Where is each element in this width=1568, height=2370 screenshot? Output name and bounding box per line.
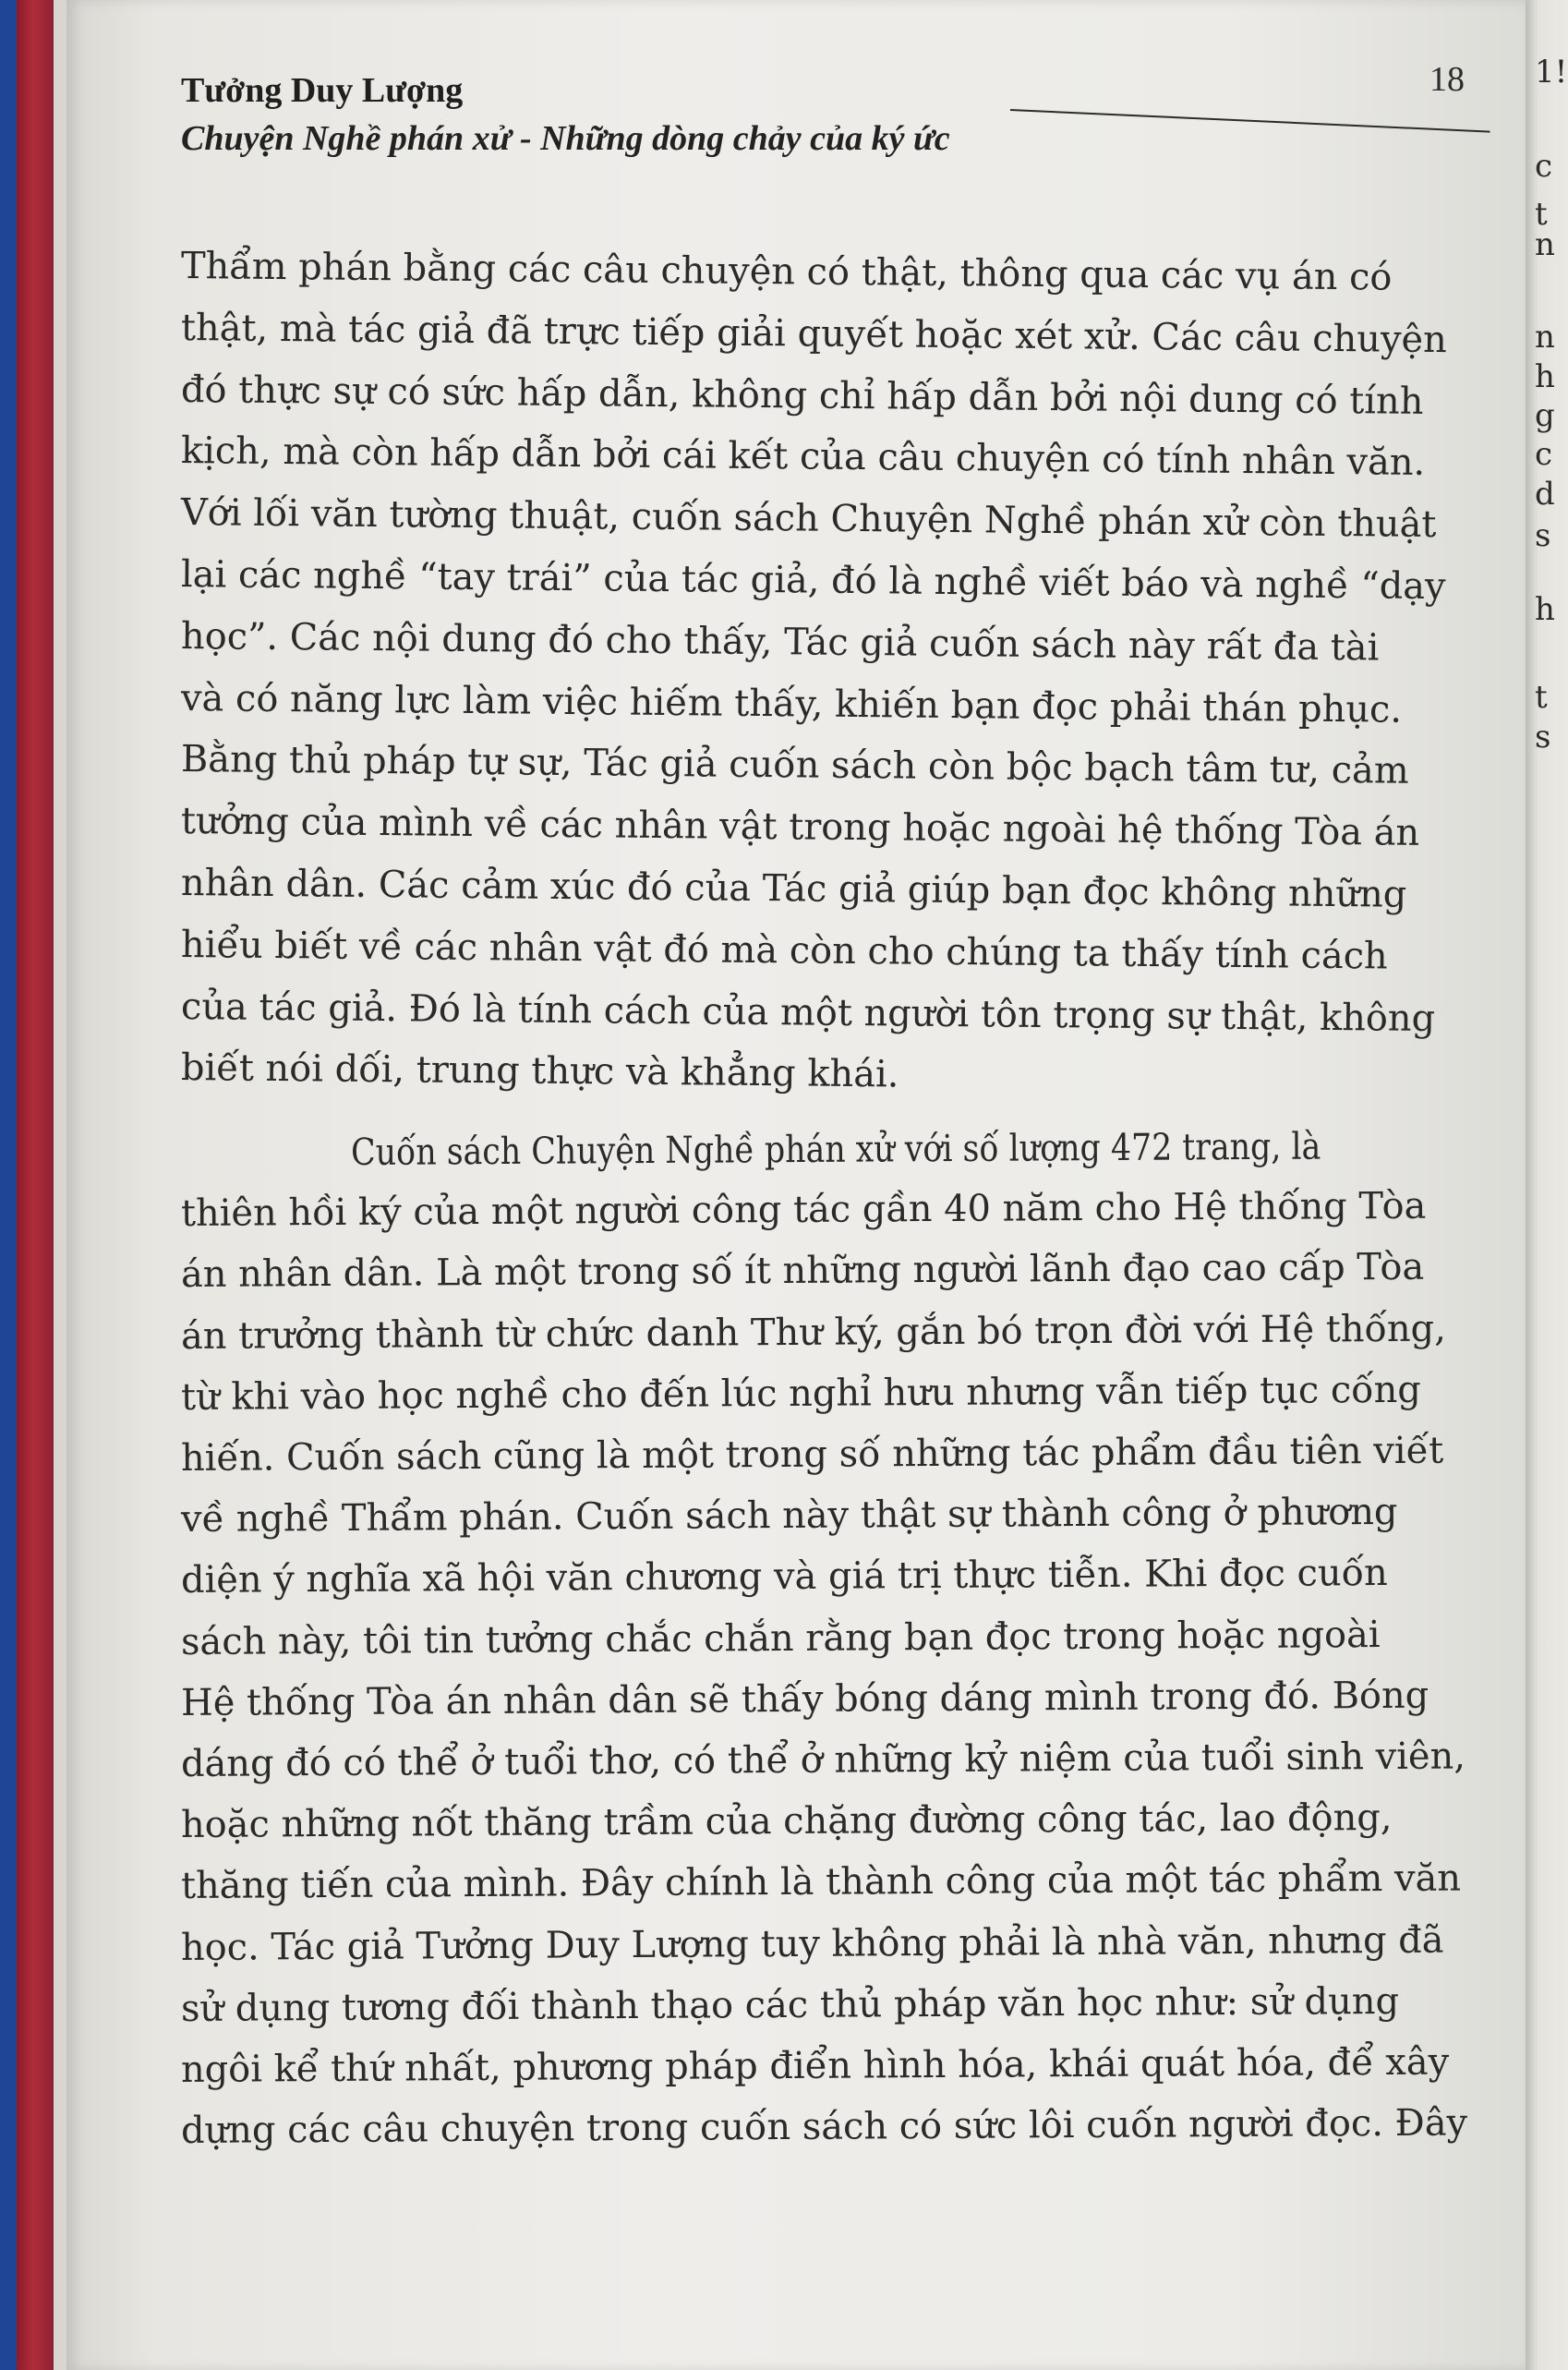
text-line: thiên hồi ký của một người công tác gần 40 năm cho Hệ thống Tòa: [180, 1184, 1427, 1236]
running-header-subtitle: Chuyện Nghề phán xử - Những dòng chảy của ký ức: [181, 119, 950, 158]
text-line: của tác giả. Đó là tính cách của một người tôn trọng sự thật, không: [180, 985, 1436, 1040]
book-edge-blue: [0, 0, 17, 2370]
text-line: diện ý nghĩa xã hội văn chương và giá trị thực tiễn. Khi đọc cuốn: [180, 1552, 1388, 1602]
next-page-fragment: d: [1535, 476, 1555, 513]
next-page-fragment: c: [1535, 436, 1553, 473]
next-page-fragment: n: [1535, 226, 1555, 263]
text-line: sử dụng tương đối thành thạo các thủ pháp văn học như: sử dụng: [180, 1979, 1400, 2030]
text-line: đó thực sự có sức hấp dẫn, không chỉ hấp dẫn bởi nội dung có tính: [180, 368, 1424, 423]
text-line: hoặc những nốt thăng trầm của chặng đường công tác, lao động,: [180, 1796, 1393, 1847]
text-line: Hệ thống Tòa án nhân dân sẽ thấy bóng dáng mình trong đó. Bóng: [180, 1674, 1429, 1724]
next-page-fragment: n: [1535, 319, 1555, 356]
book-edge-red: [17, 0, 54, 2370]
next-page-fragment: 1!: [1535, 54, 1568, 91]
text-line: ngôi kể thứ nhất, phương pháp điển hình hóa, khái quát hóa, để xây: [180, 2040, 1450, 2091]
next-page-fragment: c: [1535, 148, 1553, 185]
text-line: học”. Các nội dung đó cho thấy, Tác giả cuốn sách này rất đa tài: [180, 614, 1380, 670]
text-line: nhân dân. Các cảm xúc đó của Tác giả giúp bạn đọc không những: [180, 862, 1407, 916]
next-page-edge: [1526, 0, 1568, 2370]
text-line: lại các nghề “tay trái” của tác giả, đó là nghề viết báo và nghề “dạy: [180, 553, 1446, 609]
text-line: kịch, mà còn hấp dẫn bởi cái kết của câu chuyện có tính nhân văn.: [180, 429, 1426, 485]
text-line: Thẩm phán bằng các câu chuyện có thật, thông qua các vụ án có: [180, 245, 1393, 299]
text-line: Bằng thủ pháp tự sự, Tác giả cuốn sách còn bộc bạch tâm tư, cảm: [180, 738, 1409, 793]
text-line: thăng tiến của mình. Đây chính là thành công của một tác phẩm văn: [180, 1856, 1462, 1908]
running-header-author: Tưởng Duy Lượng: [181, 71, 464, 110]
text-line: từ khi vào học nghề cho đến lúc nghỉ hưu nhưng vẫn tiếp tục cống: [180, 1368, 1421, 1419]
next-page-fragment: h: [1535, 591, 1555, 628]
next-page-fragment: g: [1535, 397, 1555, 434]
text-line: hiểu biết về các nhân vật đó mà còn cho chúng ta thấy tính cách: [180, 923, 1388, 978]
text-line: về nghề Thẩm phán. Cuốn sách này thật sự thành công ở phương: [180, 1491, 1398, 1542]
text-line: sách này, tôi tin tưởng chắc chắn rằng bạn đọc trong hoặc ngoài: [180, 1613, 1381, 1663]
text-line: thật, mà tác giả đã trực tiếp giải quyết hoặc xét xử. Các câu chuyện: [180, 306, 1448, 361]
text-line: hiến. Cuốn sách cũng là một trong số những tác phẩm đầu tiên viết: [180, 1429, 1444, 1480]
text-line: án nhân dân. Là một trong số ít những người lãnh đạo cao cấp Tòa: [180, 1246, 1425, 1297]
text-line: và có năng lực làm việc hiếm thấy, khiến bạn đọc phải thán phục.: [180, 676, 1403, 732]
text-line: tưởng của mình về các nhân vật trong hoặc ngoài hệ thống Tòa án: [180, 800, 1420, 855]
page-number: 18: [1429, 60, 1465, 99]
text-line: án trưởng thành từ chức danh Thư ký, gắn bó trọn đời với Hệ thống,: [180, 1307, 1446, 1358]
next-page-fragment: t: [1535, 679, 1548, 716]
text-line: dáng đó có thể ở tuổi thơ, có thể ở những kỷ niệm của tuổi sinh viên,: [180, 1735, 1466, 1785]
next-page-fragment: s: [1535, 719, 1551, 756]
text-line: Với lối văn tường thuật, cuốn sách Chuyện Nghề phán xử còn thuật: [180, 491, 1437, 547]
next-page-fragment: s: [1535, 517, 1551, 554]
text-line: học. Tác giả Tưởng Duy Lượng tuy không phải là nhà văn, nhưng đã: [180, 1918, 1444, 1969]
text-line: Cuốn sách Chuyện Nghề phán xử với số lượng 472 trang, là: [350, 1125, 1321, 1174]
next-page-fragment: h: [1535, 358, 1555, 395]
next-page-fragment: t: [1535, 196, 1548, 233]
text-line: dựng các câu chuyện trong cuốn sách có sức lôi cuốn người đọc. Đây: [180, 2101, 1468, 2153]
text-line: biết nói dối, trung thực và khẳng khái.: [180, 1046, 899, 1096]
